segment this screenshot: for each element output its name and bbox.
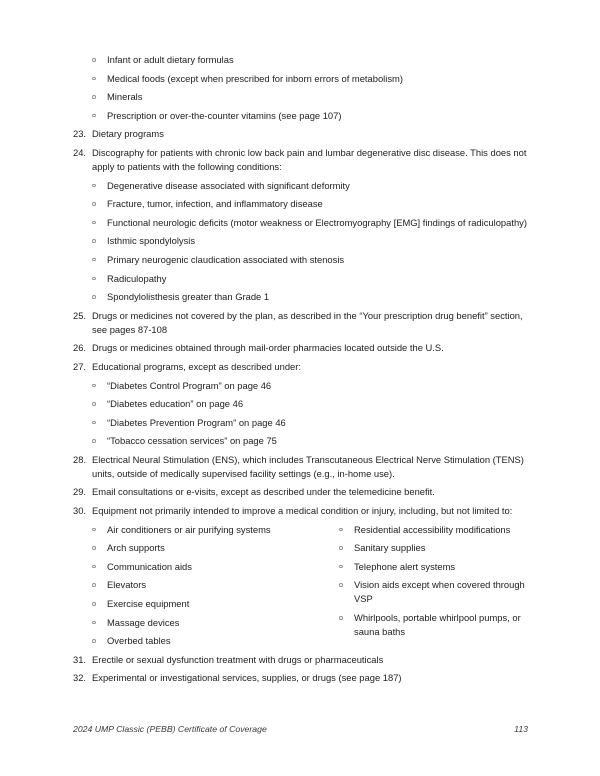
list-item: [91, 290, 528, 304]
bullet-text: Radiculopathy: [107, 272, 167, 284]
bullet-text: Vision aids except when covered through VSP: [354, 579, 525, 605]
item-number: 27.: [73, 360, 87, 372]
item-number: 32.: [73, 672, 87, 684]
list-item: [91, 197, 528, 211]
numbered-item: [73, 504, 528, 518]
open-circle-bullet-icon: [92, 295, 96, 299]
bullet-text: Fracture, tumor, infection, and inflammatory disease: [107, 198, 323, 210]
bullet-text: Communication aids: [107, 560, 192, 572]
open-circle-bullet-icon: [339, 583, 343, 587]
open-circle-bullet-icon: [92, 421, 96, 425]
list-item: [91, 397, 528, 411]
bullet-column-right: [338, 523, 528, 653]
bullet-text: “Tobacco cessation services” on page 75: [107, 435, 277, 447]
item-text: Drugs or medicines obtained through mail-order pharmacies located outside the U.S.: [92, 342, 444, 354]
item-text: Experimental or investigational services, supplies, or drugs (see page 187): [92, 672, 402, 684]
list-item: [91, 179, 528, 193]
list-item: [91, 253, 528, 267]
item-number: 25.: [73, 309, 87, 321]
sub-bullet-list: [91, 379, 528, 449]
bullet-text: Minerals: [107, 91, 143, 103]
bullet-text: “Diabetes education” on page 46: [107, 398, 244, 410]
list-item: [91, 379, 528, 393]
bullet-text: Overbed tables: [107, 635, 171, 647]
numbered-item: [73, 671, 528, 685]
list-item: [91, 434, 528, 448]
item-number: 31.: [73, 653, 87, 665]
bullet-text: Air conditioners or air purifying systems: [107, 523, 271, 535]
list-item: [91, 560, 338, 574]
open-circle-bullet-icon: [92, 77, 96, 81]
numbered-item: [73, 453, 528, 481]
open-circle-bullet-icon: [92, 384, 96, 388]
open-circle-bullet-icon: [92, 95, 96, 99]
footer-page-number: 113: [514, 724, 528, 734]
list-item: [91, 616, 338, 630]
item-text: Electrical Neural Stimulation (ENS), which includes Transcutaneous Electrical Nerve Stimulation (TENS) units, outside of medically supervised facility settings (e.g., in-home use).: [92, 453, 524, 479]
footer-document-title: 2024 UMP Classic (PEBB) Certificate of Coverage: [73, 724, 267, 734]
list-item: [91, 523, 338, 537]
bullet-text: Residential accessibility modifications: [354, 523, 511, 535]
open-circle-bullet-icon: [92, 277, 96, 281]
bullet-text: “Diabetes Prevention Program” on page 46: [107, 416, 286, 428]
bullet-text: Primary neurogenic claudication associated with stenosis: [107, 253, 345, 265]
bullet-text: Infant or adult dietary formulas: [107, 54, 234, 65]
list-item: [338, 560, 528, 574]
open-circle-bullet-icon: [92, 114, 96, 118]
item-number: 29.: [73, 486, 87, 498]
open-circle-bullet-icon: [339, 546, 343, 550]
list-item: [338, 611, 528, 639]
bullet-text: Massage devices: [107, 616, 180, 628]
list-item: [91, 634, 338, 648]
sub-bullet-list: [91, 179, 528, 305]
open-circle-bullet-icon: [92, 639, 96, 643]
item-text: Email consultations or e-visits, except as described under the telemedicine benefit.: [92, 486, 435, 498]
item-number: 28.: [73, 453, 87, 465]
open-circle-bullet-icon: [92, 221, 96, 225]
numbered-item: [73, 127, 528, 141]
numbered-item: [73, 653, 528, 667]
bullet-text: Prescription or over-the-counter vitamins (see page 107): [107, 109, 342, 121]
list-item: [91, 72, 528, 86]
open-circle-bullet-icon: [92, 402, 96, 406]
two-column-bullet-list: [91, 523, 528, 653]
bullet-text: Arch supports: [107, 542, 165, 554]
open-circle-bullet-icon: [92, 239, 96, 243]
numbered-item: [73, 485, 528, 499]
list-item: [91, 597, 338, 611]
list-item: [91, 53, 528, 67]
item-text: Educational programs, except as described under:: [92, 360, 301, 372]
item-number: 23.: [73, 128, 87, 140]
numbered-item: [73, 341, 528, 355]
open-circle-bullet-icon: [92, 202, 96, 206]
bullet-text: “Diabetes Control Program” on page 46: [107, 379, 272, 391]
item-text: Discography for patients with chronic low back pain and lumbar degenerative disc disease. This does not apply to patients with the following conditions:: [92, 146, 527, 172]
list-item: [338, 578, 528, 606]
open-circle-bullet-icon: [339, 528, 343, 532]
open-circle-bullet-icon: [92, 528, 96, 532]
open-circle-bullet-icon: [92, 602, 96, 606]
item-number: 30.: [73, 505, 87, 517]
open-circle-bullet-icon: [339, 616, 343, 620]
list-item: [91, 416, 528, 430]
open-circle-bullet-icon: [92, 583, 96, 587]
page-footer: [73, 722, 528, 736]
bullet-text: Isthmic spondylolysis: [107, 235, 196, 247]
numbered-item: [73, 146, 528, 174]
bullet-text: Functional neurologic deficits (motor weakness or Electromyography [EMG] findings of radiculopathy): [107, 216, 527, 228]
open-circle-bullet-icon: [92, 58, 96, 62]
open-circle-bullet-icon: [92, 184, 96, 188]
intro-bullet-list: [91, 53, 528, 123]
list-item: [91, 109, 528, 123]
bullet-text: Degenerative disease associated with significant deformity: [107, 179, 350, 191]
list-item: [91, 272, 528, 286]
open-circle-bullet-icon: [92, 258, 96, 262]
item-text: Dietary programs: [92, 128, 164, 140]
numbered-item: [73, 309, 528, 337]
item-text: Drugs or medicines not covered by the plan, as described in the “Your prescription drug benefit” section, see pages 87-108: [92, 309, 523, 335]
list-item: [91, 578, 338, 592]
list-item: [338, 541, 528, 555]
list-item: [338, 523, 528, 537]
list-item: [91, 541, 338, 555]
list-item: [91, 90, 528, 104]
bullet-text: Exercise equipment: [107, 598, 190, 610]
list-item: [91, 216, 528, 230]
bullet-text: Spondylolisthesis greater than Grade 1: [107, 291, 270, 303]
bullet-column-left: [91, 523, 338, 653]
bullet-text: Telephone alert systems: [354, 560, 456, 572]
item-number: 24.: [73, 146, 87, 158]
bullet-text: Whirlpools, portable whirlpool pumps, or sauna baths: [354, 612, 521, 638]
bullet-text: Elevators: [107, 579, 147, 591]
bullet-text: Sanitary supplies: [354, 542, 426, 554]
open-circle-bullet-icon: [339, 565, 343, 569]
item-text: Erectile or sexual dysfunction treatment with drugs or pharmaceuticals: [92, 653, 384, 665]
bullet-text: Medical foods (except when prescribed for inborn errors of metabolism): [107, 72, 403, 84]
open-circle-bullet-icon: [92, 621, 96, 625]
open-circle-bullet-icon: [92, 565, 96, 569]
item-number: 26.: [73, 342, 87, 354]
open-circle-bullet-icon: [92, 546, 96, 550]
numbered-item: [73, 360, 528, 374]
list-item: [91, 234, 528, 248]
open-circle-bullet-icon: [92, 439, 96, 443]
item-text: Equipment not primarily intended to improve a medical condition or injury, including, but not limited to:: [92, 505, 513, 517]
